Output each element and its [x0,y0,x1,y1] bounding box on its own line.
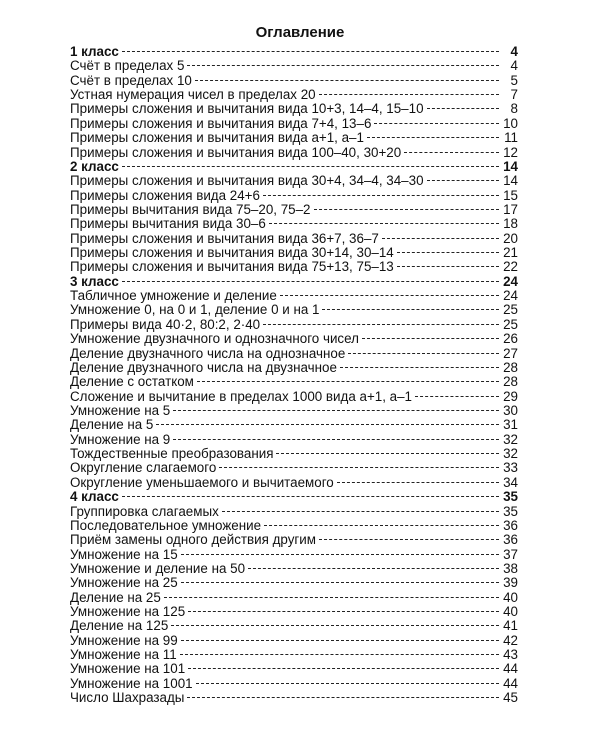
toc-entry-title: Умножение и деление на 50 [70,560,246,576]
toc-entry [70,232,518,246]
toc-entry-title: Счёт в пределах 10 [70,72,192,88]
toc-entry-title: Умножение на 99 [70,632,178,648]
toc-entry [70,74,518,88]
toc-page-number: 28 [503,374,518,390]
toc-entry [70,102,518,116]
toc-page-number: 12 [503,144,518,160]
toc-entry [70,289,518,303]
toc-entry-title: Умножение на 15 [70,546,178,562]
toc-entry-title: Умножение на 101 [70,661,186,677]
toc-entry [70,318,518,332]
toc-entry-title: 4 класс [70,489,119,505]
toc-entry [70,260,518,274]
dotted-leader [397,252,499,253]
toc-entry-title: Примеры вычитания вида 30–6 [70,216,266,232]
toc-page-number: 7 [510,87,518,103]
page-title: Оглавление [255,24,345,41]
toc-entry-title: Умножение на 1001 [70,675,193,691]
dotted-leader [171,625,499,626]
toc-entry [70,375,518,389]
toc-entry [70,576,518,590]
dotted-leader [187,65,499,66]
toc-page-number: 15 [503,187,518,203]
toc-entry [70,404,518,418]
toc-entry [70,117,518,131]
dotted-leader [264,525,499,526]
toc-page-number: 36 [503,517,518,533]
toc-page-number: 28 [503,359,518,375]
toc-page-number: 35 [503,489,518,505]
dotted-leader [181,554,499,555]
toc-entry-title: Примеры сложения вида 24+6 [70,187,260,203]
toc-entry [70,246,518,260]
toc-section-heading [70,160,518,174]
toc-entry-title: Примеры сложения и вычитания вида 36+7, 36–7 [70,230,379,246]
dotted-leader [374,123,499,124]
toc-page-number: 14 [503,158,518,174]
toc-entry [70,533,518,547]
toc-page-number: 42 [503,632,518,648]
toc-page-number: 25 [503,302,518,318]
toc-entry-title: Последовательное умножение [70,517,262,533]
toc-page-number: 34 [503,474,518,490]
toc-page-number: 10 [503,115,518,131]
toc-entry [70,361,518,375]
toc-entry-title: Округление слагаемого [70,460,217,476]
toc-entry-title: Деление двузначного числа на двузначное [70,359,337,375]
toc-page-number: 29 [503,388,518,404]
toc-entry-title: Деление двузначного числа на однозначное [70,345,346,361]
toc-entry-title: Тождественные преобразования [70,446,274,462]
dotted-leader [427,108,499,109]
dotted-leader [276,453,499,454]
toc-entry [70,433,518,447]
toc-page-number: 32 [503,431,518,447]
toc-page-number: 37 [503,546,518,562]
dotted-leader [222,511,499,512]
dotted-leader [173,439,499,440]
toc-page-number: 24 [503,273,518,289]
toc-entry-title: Примеры сложения и вычитания вида 75+13, 75–13 [70,259,394,275]
toc-entry-title: Деление на 25 [70,589,161,605]
toc-page-number: 44 [503,675,518,691]
toc-entry-title: 2 класс [70,158,119,174]
toc-entry-title: Примеры вида 40·2, 80:2, 2·40 [70,316,261,332]
dotted-leader [263,195,499,196]
toc-entry-title: Умножение на 11 [70,647,177,663]
dotted-leader [188,611,499,612]
toc-entry-title: 3 класс [70,273,119,289]
toc-entry [70,662,518,676]
toc-page-number: 38 [503,560,518,576]
toc-page-number: 45 [503,690,518,706]
dotted-leader [196,683,499,684]
toc-entry-title: Умножение на 25 [70,575,178,591]
dotted-leader [188,668,499,669]
dotted-leader [319,94,499,95]
toc-entry-title: Деление с остатком [70,374,194,390]
toc-entry [70,447,518,461]
toc-entry [70,59,518,73]
toc-page-number: 24 [503,288,518,304]
toc-entry-title: Примеры сложения и вычитания вида 10+3, 14–4, 15–10 [70,101,424,117]
toc-entry [70,677,518,691]
dotted-leader [404,152,499,153]
dotted-leader [269,223,499,224]
dotted-leader [181,640,499,641]
dotted-leader [122,496,499,497]
dotted-leader [415,396,499,397]
toc-entry [70,605,518,619]
toc-entry-title: 1 класс [70,44,119,59]
toc-page-number: 5 [510,72,518,88]
toc-entry [70,562,518,576]
toc-page-number: 11 [504,130,518,146]
toc-entry-title: Счёт в пределах 5 [70,58,185,74]
toc-section-heading [70,275,518,289]
toc-page-number: 25 [503,316,518,332]
toc-page-number: 32 [503,446,518,462]
toc-page-number: 4 [510,44,518,59]
toc-entry [70,519,518,533]
dotted-leader [122,166,499,167]
toc-entry [70,203,518,217]
toc-page-number: 39 [503,575,518,591]
dotted-leader [187,697,499,698]
toc-entry-title: Примеры вычитания вида 75–20, 75–2 [70,201,311,217]
toc-entry [70,390,518,404]
toc-entry [70,634,518,648]
toc-page-number: 22 [503,259,518,275]
toc-entry-title: Группировка слагаемых [70,503,219,519]
toc-entry-title: Табличное умножение и деление [70,288,277,304]
toc-entry [70,88,518,102]
dotted-leader [122,281,499,282]
toc-entry [70,131,518,145]
dotted-leader [195,80,499,81]
dotted-leader [248,568,499,569]
toc-page-number: 41 [503,618,518,634]
toc-entry-title: Умножение 0, на 0 и 1, деление 0 и на 1 [70,302,320,318]
toc-page-number: 4 [510,58,518,74]
toc-page-number: 44 [503,661,518,677]
toc-entry-title: Деление на 5 [70,417,154,433]
toc-entry [70,505,518,519]
dotted-leader [122,51,499,52]
toc-entry [70,691,518,705]
toc-entry-title: Округление уменьшаемого и вычитаемого [70,474,334,490]
toc-entry [70,619,518,633]
toc-page-number: 8 [510,101,518,117]
toc-page-number: 26 [503,331,518,347]
toc-entry-title: Приём замены одного действия другим [70,532,316,548]
toc-page-number: 27 [503,345,518,361]
dotted-leader [180,654,499,655]
dotted-leader [197,381,499,382]
dotted-leader [397,266,499,267]
toc-page-number: 43 [503,647,518,663]
toc-page-number: 33 [503,460,518,476]
toc-entry-title: Сложение и вычитание в пределах 1000 вида a+1, a–1 [70,388,413,404]
toc-entry-title: Примеры сложения и вычитания вида a+1, a–1 [70,130,364,146]
dotted-leader [314,209,499,210]
toc-page-number: 35 [503,503,518,519]
toc-entry [70,591,518,605]
dotted-leader [164,597,499,598]
toc-entry-title: Примеры сложения и вычитания вида 30+14, 30–14 [70,245,394,261]
toc-entry [70,189,518,203]
toc-entry [70,174,518,188]
toc-entry [70,217,518,231]
toc-section-heading [70,490,518,504]
toc-entry-title: Умножение на 5 [70,402,171,418]
table-of-contents [70,45,518,706]
toc-entry-title: Умножение на 9 [70,431,171,447]
toc-entry [70,303,518,317]
toc-page-number: 36 [503,532,518,548]
toc-entry [70,418,518,432]
dotted-leader [156,424,499,425]
toc-entry [70,146,518,160]
toc-entry [70,648,518,662]
dotted-leader [382,238,499,239]
toc-page-number: 18 [503,216,518,232]
dotted-leader [322,309,499,310]
toc-page-number: 14 [503,173,518,189]
toc-entry-title: Умножение двузначного и однозначного чисел [70,331,359,347]
dotted-leader [319,539,499,540]
toc-entry-title: Примеры сложения и вычитания вида 100–40, 30+20 [70,144,402,160]
dotted-leader [367,137,499,138]
dotted-leader [348,353,499,354]
toc-page-number: 40 [503,589,518,605]
toc-entry-title: Примеры сложения и вычитания вида 30+4, 34–4, 34–30 [70,173,424,189]
toc-entry [70,476,518,490]
toc-page-number: 21 [503,245,518,261]
dotted-leader [181,582,499,583]
dotted-leader [337,482,499,483]
toc-entry-title: Деление на 125 [70,618,169,634]
toc-entry-title: Умножение на 125 [70,604,186,620]
toc-entry [70,548,518,562]
dotted-leader [219,467,499,468]
toc-page-number: 31 [503,417,518,433]
toc-entry [70,461,518,475]
toc-page-number: 30 [503,402,518,418]
toc-page-number: 17 [503,201,518,217]
toc-page-number: 20 [503,230,518,246]
toc-entry-title: Примеры сложения и вычитания вида 7+4, 13–6 [70,115,372,131]
dotted-leader [427,180,499,181]
toc-section-heading [70,45,518,59]
dotted-leader [263,324,499,325]
toc-entry [70,332,518,346]
toc-entry [70,347,518,361]
toc-entry-title: Устная нумерация чисел в пределах 20 [70,87,316,103]
toc-entry-title: Число Шахразады [70,690,185,706]
dotted-leader [173,410,499,411]
dotted-leader [362,338,499,339]
dotted-leader [340,367,499,368]
toc-page-number: 40 [503,604,518,620]
dotted-leader [280,295,499,296]
